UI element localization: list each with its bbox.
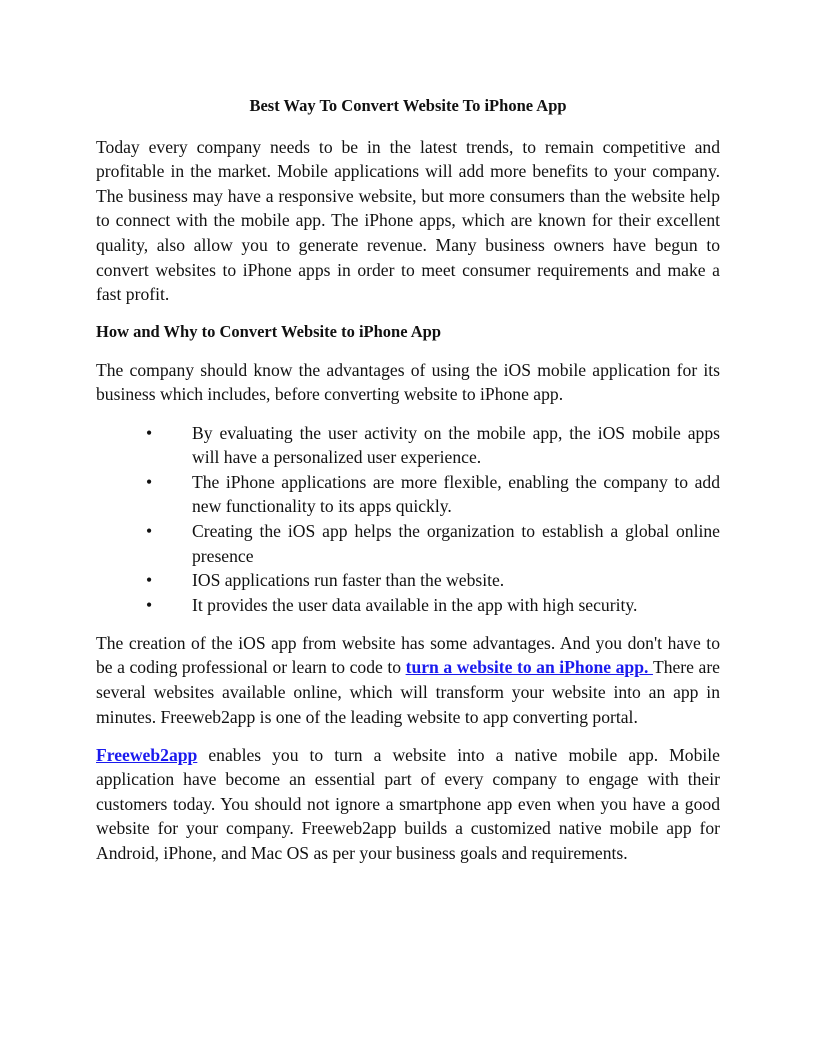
- list-item: [96, 470, 720, 519]
- text-segment: There are: [652, 657, 720, 678]
- text-line: Android, iPhone, and Mac OS as per your business goals and requirements.: [96, 843, 628, 864]
- freeweb2app-paragraph: [96, 743, 720, 866]
- bullet-icon: •: [146, 594, 153, 615]
- text-segment: be a coding professional or learn to code to: [96, 657, 406, 678]
- text-line: Today every company needs to be in the latest trends, to remain competitive and: [96, 136, 720, 157]
- text-line: profitable in the market. Mobile applications will add more benefits to your company.: [96, 161, 720, 182]
- creation-paragraph: [96, 631, 720, 729]
- text-line: Creating the iOS app helps the organization to establish a global online: [192, 520, 720, 541]
- text-line: It provides the user data available in the app with high security.: [192, 594, 638, 615]
- text-line: [96, 655, 720, 680]
- text-line: [96, 743, 720, 768]
- section-heading: How and Why to Convert Website to iPhone App: [96, 322, 442, 342]
- text-line: website for your company. Freeweb2app builds a customized native mobile app for: [96, 818, 720, 839]
- list-item: [96, 421, 720, 470]
- text-line: to connect with the mobile app. The iPhone apps, which are known for their excellent: [96, 210, 720, 231]
- text-line: will have a personalized user experience.: [192, 447, 482, 468]
- text-line: new functionality to its apps quickly.: [192, 496, 452, 517]
- list-item: [96, 568, 720, 593]
- list-item: [96, 519, 720, 568]
- text-line: The iPhone applications are more flexible, enabling the company to add: [192, 471, 720, 492]
- text-line: convert websites to iPhone apps in order to meet consumer requirements and make a: [96, 259, 720, 280]
- bullet-icon: •: [146, 520, 153, 541]
- text-line: several websites available online, which will transform your website into an app in: [96, 681, 720, 702]
- turn-website-to-iphone-app-link[interactable]: turn a website to an iPhone app.: [405, 657, 653, 678]
- advantages-list: [96, 421, 720, 618]
- advantages-intro-paragraph: [96, 358, 720, 407]
- text-segment: enables you to turn a website into a native mobile app. Mobile: [197, 744, 720, 765]
- intro-paragraph: [96, 135, 720, 307]
- text-line: fast profit.: [96, 284, 170, 305]
- bullet-icon: •: [146, 422, 153, 443]
- text-line: customers today. You should not ignore a smartphone app even when you have a good: [96, 793, 720, 814]
- text-line: The creation of the iOS app from website has some advantages. And you don't have to: [96, 632, 720, 653]
- document-title: Best Way To Convert Website To iPhone App: [249, 96, 567, 115]
- text-line: business which includes, before converting website to iPhone app.: [96, 384, 564, 405]
- list-item: [96, 593, 720, 618]
- bullet-icon: •: [146, 471, 153, 492]
- bullet-icon: •: [146, 570, 153, 591]
- text-line: minutes. Freeweb2app is one of the leading website to app converting portal.: [96, 706, 638, 727]
- freeweb2app-link[interactable]: Freeweb2app: [96, 744, 198, 765]
- text-line: application have become an essential part of every company to engage with their: [96, 769, 720, 790]
- text-line: The company should know the advantages of using the iOS mobile application for its: [96, 359, 720, 380]
- text-line: presence: [192, 545, 254, 566]
- text-line: IOS applications run faster than the website.: [192, 570, 505, 591]
- text-line: The business may have a responsive website, but more consumers than the website help: [96, 185, 720, 206]
- text-line: quality, also allow you to generate revenue. Many business owners have begun to: [96, 234, 720, 255]
- text-line: By evaluating the user activity on the mobile app, the iOS mobile apps: [192, 422, 720, 443]
- document-page: [96, 94, 720, 879]
